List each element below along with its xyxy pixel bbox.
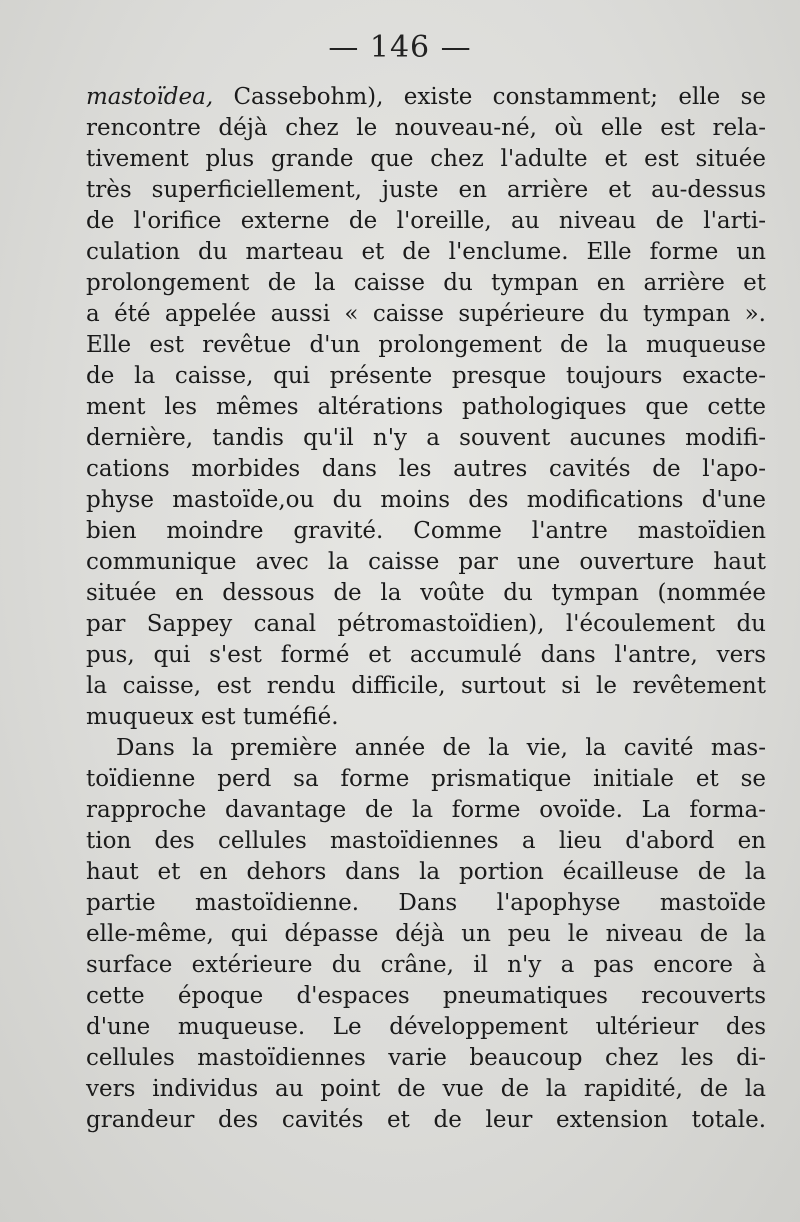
text-line: bien moindre gravité. Comme l'antre mastoïdien — [86, 518, 766, 544]
text-line: la caisse, est rendu difficile, surtout si le revêtement — [86, 673, 766, 699]
text-line: prolongement de la caisse du tympan en arrière et — [86, 270, 766, 296]
text-line: de l'orifice externe de l'oreille, au niveau de l'arti- — [86, 208, 766, 234]
text-line: très superficiellement, juste en arrière et au-dessus — [86, 177, 766, 203]
text-line: d'une muqueuse. Le développement ultérieur des — [86, 1014, 766, 1040]
text-line: située en dessous de la voûte du tympan (nommée — [86, 580, 766, 606]
text-line: cette époque d'espaces pneumatiques recouverts — [86, 983, 766, 1009]
text-line: surface extérieure du crâne, il n'y a pas encore à — [86, 952, 766, 978]
italic-term: mastoïdea, — [86, 84, 214, 110]
text-line: par Sappey canal pétromastoïdien), l'écoulement du — [86, 611, 766, 637]
text-line: Elle est revêtue d'un prolongement de la muqueuse — [86, 332, 766, 358]
text-line: tivement plus grande que chez l'adulte et est située — [86, 146, 766, 172]
lines-container — [86, 113, 766, 1136]
text-line: cellules mastoïdiennes varie beaucoup chez les di- — [86, 1045, 766, 1071]
text-line: pus, qui s'est formé et accumulé dans l'antre, vers — [86, 642, 766, 668]
text-line: rapproche davantage de la forme ovoïde. La forma- — [86, 797, 766, 823]
text-line: rencontre déjà chez le nouveau-né, où elle est rela- — [86, 115, 766, 141]
text-line: communique avec la caisse par une ouverture haut — [86, 549, 766, 575]
text-line: cations morbides dans les autres cavités de l'apo- — [86, 456, 766, 482]
text-line: a été appelée aussi « caisse supérieure du tympan ». — [86, 301, 766, 327]
text-line: dernière, tandis qu'il n'y a souvent aucunes modifi- — [86, 425, 766, 451]
text-line: de la caisse, qui présente presque toujours exacte- — [86, 363, 766, 389]
text-line: vers individus au point de vue de la rapidité, de la — [86, 1076, 766, 1102]
text-line: muqueux est tuméfié. — [86, 704, 339, 730]
text-line: partie mastoïdienne. Dans l'apophyse mastoïde — [86, 890, 766, 916]
body-text — [86, 82, 766, 1136]
text-line: physe mastoïde,ou du moins des modifications d'une — [86, 487, 766, 513]
text-line-rest: Cassebohm), existe constamment; elle se — [213, 84, 766, 110]
text-line: culation du marteau et de l'enclume. Elle forme un — [86, 239, 766, 265]
text-line: Dans la première année de la vie, la cavité mas- — [116, 735, 766, 761]
text-line: grandeur des cavités et de leur extension totale. — [86, 1107, 766, 1133]
text-line: tion des cellules mastoïdiennes a lieu d'abord en — [86, 828, 766, 854]
text-line: toïdienne perd sa forme prismatique initiale et se — [86, 766, 766, 792]
page-number: — 146 — — [328, 30, 472, 65]
text-line: haut et en dehors dans la portion écailleuse de la — [86, 859, 766, 885]
text-line: ment les mêmes altérations pathologiques que cette — [86, 394, 766, 420]
text-line — [86, 82, 766, 113]
text-line: elle-même, qui dépasse déjà un peu le niveau de la — [86, 921, 766, 947]
